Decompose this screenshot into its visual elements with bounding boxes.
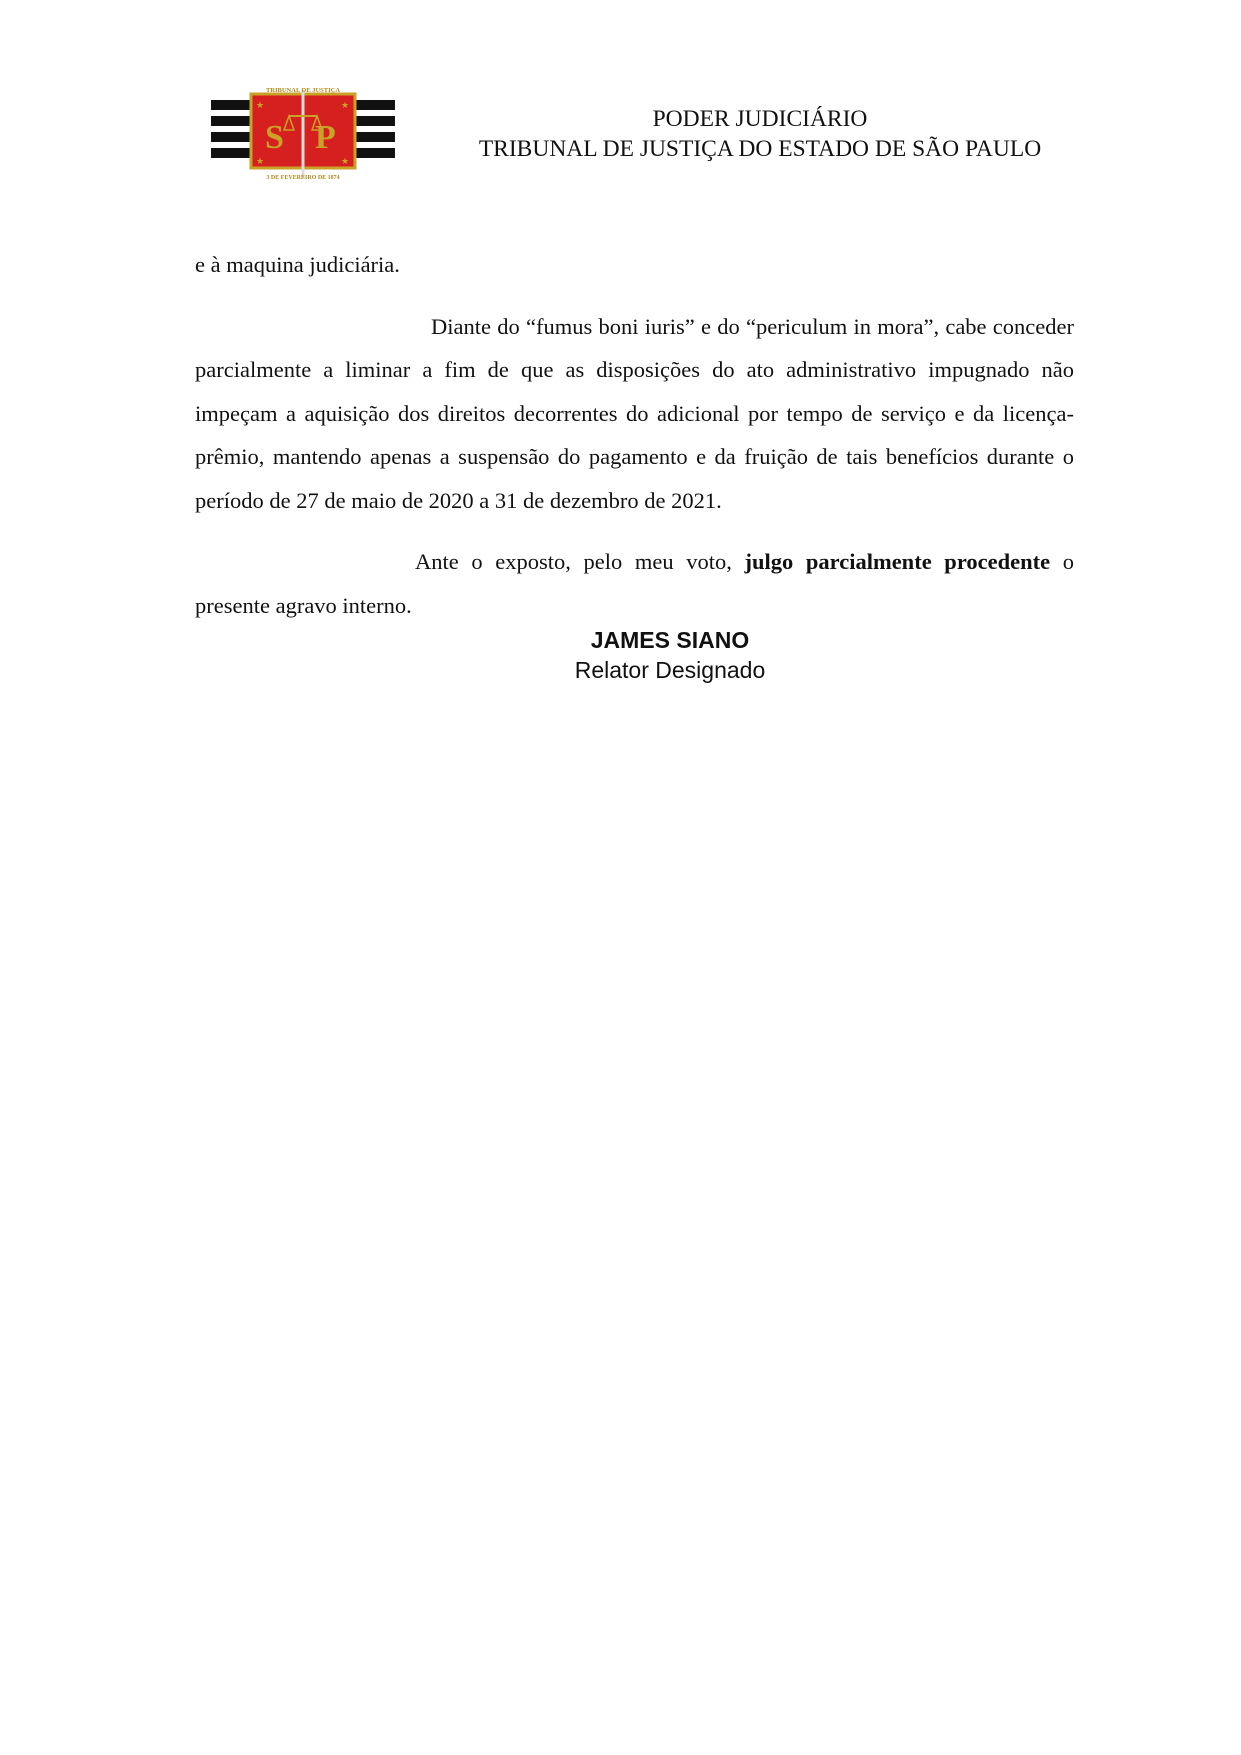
court-header xyxy=(440,104,1080,164)
header-line-2: TRIBUNAL DE JUSTIÇA DO ESTADO DE SÃO PAULO xyxy=(478,136,1042,162)
logo-top-text: TRIBUNAL DE JUSTIÇA xyxy=(265,87,341,94)
header-line-1: PODER JUDICIÁRIO xyxy=(652,106,868,132)
conclusion-verdict: julgo parcialmente procedente xyxy=(744,549,1051,574)
tjsp-logo xyxy=(211,86,395,186)
paragraph-conclusion xyxy=(195,540,1074,627)
logo-bottom-text: 3 DE FEVEREIRO DE 1874 xyxy=(266,175,340,181)
signature-block xyxy=(440,626,900,685)
conclusion-text-start: Ante o exposto, pelo meu voto, xyxy=(415,549,745,574)
svg-text:★: ★ xyxy=(256,101,265,111)
svg-text:★: ★ xyxy=(256,157,265,167)
logo-letter-s: S xyxy=(265,119,284,156)
conclusion-text-end: o presente agravo interno. xyxy=(195,549,1075,618)
signatory-name: JAMES SIANO xyxy=(590,627,750,653)
logo-letter-p: P xyxy=(315,119,336,156)
svg-text:★: ★ xyxy=(341,101,350,111)
document-body xyxy=(195,243,1074,627)
paragraph-continuation: e à maquina judiciária. xyxy=(195,252,400,277)
paragraph-fumus: Diante do “fumus boni iuris” e do “periculum in mora”, cabe conceder parcialmente a liminar a fim de que as disposições do ato administrativo impugnado não impeçam a aquisição dos direitos decorrentes do adicional por tempo de serviço e da licença-prêmio, mantendo apenas a suspensão do pagamento e da fruição de tais benefícios durante o período de 27 de maio de 2020 a 31 de dezembro de 2021. xyxy=(195,313,1074,513)
svg-text:★: ★ xyxy=(341,157,350,167)
signatory-role: Relator Designado xyxy=(574,657,766,683)
